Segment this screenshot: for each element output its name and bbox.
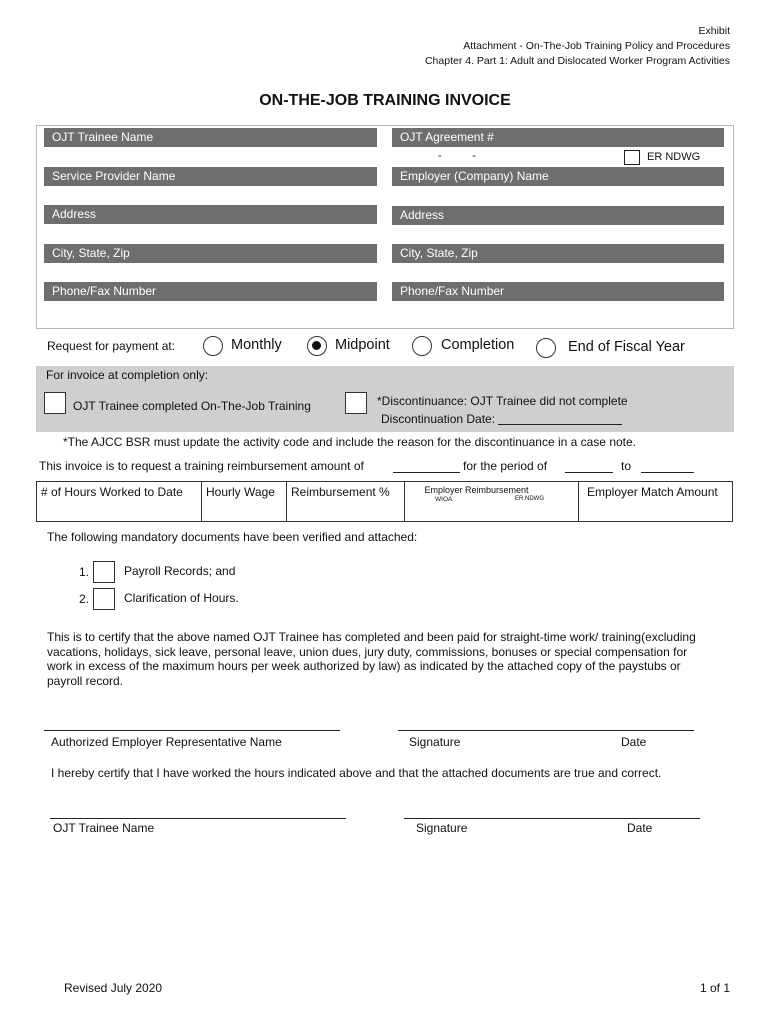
address-right-field[interactable]: Address xyxy=(392,206,724,225)
document-header xyxy=(425,24,730,69)
table-header-employer-match[interactable]: Employer Match Amount xyxy=(579,482,733,522)
radio-midpoint-label: Midpoint xyxy=(335,337,390,353)
trainee-name-label: OJT Trainee Name xyxy=(53,821,155,835)
trainee-signature-line[interactable] xyxy=(404,818,700,819)
sub-wioa-label: WIOA xyxy=(435,496,453,503)
table-header-hours[interactable]: # of Hours Worked to Date xyxy=(37,482,202,522)
reimbursement-amount-input[interactable] xyxy=(393,472,460,473)
table-header-employer-reimbursement[interactable] xyxy=(405,482,579,522)
header-exhibit: Exhibit xyxy=(698,25,730,37)
employer-reimbursement-label: Employer Reimbursement xyxy=(424,485,529,495)
clarification-hours-label: Clarification of Hours. xyxy=(124,591,239,605)
agreement-number-field[interactable]: OJT Agreement # xyxy=(392,128,724,147)
document-item-1-num: 1. xyxy=(79,565,90,579)
discontinuance-label: *Discontinuance: OJT Trainee did not complete xyxy=(377,394,628,408)
trainee-name-line[interactable] xyxy=(50,818,346,819)
service-provider-field[interactable]: Service Provider Name xyxy=(44,167,377,186)
documents-intro: The following mandatory documents have been verified and attached: xyxy=(47,530,418,544)
payment-request-label: Request for payment at: xyxy=(47,339,176,353)
employer-name-field[interactable]: Employer (Company) Name xyxy=(392,167,724,186)
employer-date-label: Date xyxy=(621,735,647,749)
page-title: ON-THE-JOB TRAINING INVOICE xyxy=(259,92,511,109)
request-amount-label: This invoice is to request a training reimbursement amount of xyxy=(39,459,364,473)
discontinuation-date-input[interactable] xyxy=(498,424,622,425)
completion-heading: For invoice at completion only: xyxy=(46,368,209,382)
employer-rep-name-label: Authorized Employer Representative Name xyxy=(51,735,282,749)
period-end-input[interactable] xyxy=(641,472,694,473)
city-left-field[interactable]: City, State, Zip xyxy=(44,244,377,263)
phone-left-field[interactable]: Phone/Fax Number xyxy=(44,282,377,301)
period-start-input[interactable] xyxy=(565,472,613,473)
page-number: 1 of 1 xyxy=(699,981,730,995)
employer-signature-line[interactable] xyxy=(398,730,694,731)
document-item-2-num: 2. xyxy=(79,592,90,606)
radio-completion[interactable] xyxy=(412,336,432,356)
discontinuance-checkbox[interactable] xyxy=(345,392,367,414)
hours-table xyxy=(36,481,733,522)
revised-date: Revised July 2020 xyxy=(64,981,163,995)
radio-selected-dot xyxy=(312,341,321,350)
radio-completion-label: Completion xyxy=(441,337,515,353)
trainee-certify-statement: I hereby certify that I have worked the hours indicated above and that the attached documents are true and correct. xyxy=(51,766,662,780)
clarification-hours-checkbox[interactable] xyxy=(93,588,115,610)
radio-midpoint[interactable] xyxy=(307,336,327,356)
radio-end-of-fiscal-year-label: End of Fiscal Year xyxy=(568,339,685,355)
er-ndwg-label: ER NDWG xyxy=(647,151,701,163)
payroll-records-label: Payroll Records; and xyxy=(124,564,236,578)
phone-right-field[interactable]: Phone/Fax Number xyxy=(392,282,724,301)
completed-checkbox[interactable] xyxy=(44,392,66,414)
bsr-note: *The AJCC BSR must update the activity code and include the reason for the discontinuance in a case note. xyxy=(63,435,637,449)
table-header-hourly-wage[interactable]: Hourly Wage xyxy=(202,482,287,522)
radio-end-of-fiscal-year[interactable] xyxy=(536,338,556,358)
completed-label: OJT Trainee completed On-The-Job Training xyxy=(73,399,311,413)
certification-paragraph: This is to certify that the above named OJT Trainee has completed and been paid for straight-time work/ training(excluding vacations, holidays, sick leave, personal leave, union dues, jury duty, commissions, bonuses or special compensation for work in excess of the maximum hours per week authorized by law) as indicated by the attached copy of the paystubs or payroll record. xyxy=(47,630,696,688)
radio-monthly-label: Monthly xyxy=(231,337,282,353)
address-left-field[interactable]: Address xyxy=(44,205,377,224)
period-label: for the period of xyxy=(463,459,548,473)
city-right-field[interactable]: City, State, Zip xyxy=(392,244,724,263)
header-attachment: Attachment - On-The-Job Training Policy and Procedures xyxy=(463,40,730,52)
employer-signature-label: Signature xyxy=(409,735,461,749)
table-row xyxy=(37,482,733,522)
header-chapter: Chapter 4. Part 1: Adult and Dislocated Worker Program Activities xyxy=(424,55,730,67)
trainee-signature-label: Signature xyxy=(416,821,468,835)
payroll-records-checkbox[interactable] xyxy=(93,561,115,583)
er-ndwg-checkbox[interactable] xyxy=(624,150,640,165)
radio-monthly[interactable] xyxy=(203,336,223,356)
period-to-label: to xyxy=(621,459,632,473)
sub-er-ndwg-label: ER NDWG xyxy=(515,496,544,502)
trainee-name-field[interactable]: OJT Trainee Name xyxy=(44,128,377,147)
table-header-reimbursement-pct[interactable]: Reimbursement % xyxy=(287,482,405,522)
trainee-date-label: Date xyxy=(627,821,653,835)
discontinuation-date-label: Discontinuation Date: xyxy=(381,412,496,426)
employer-rep-name-line[interactable] xyxy=(44,730,340,731)
agreement-dashes: - - xyxy=(438,150,476,162)
